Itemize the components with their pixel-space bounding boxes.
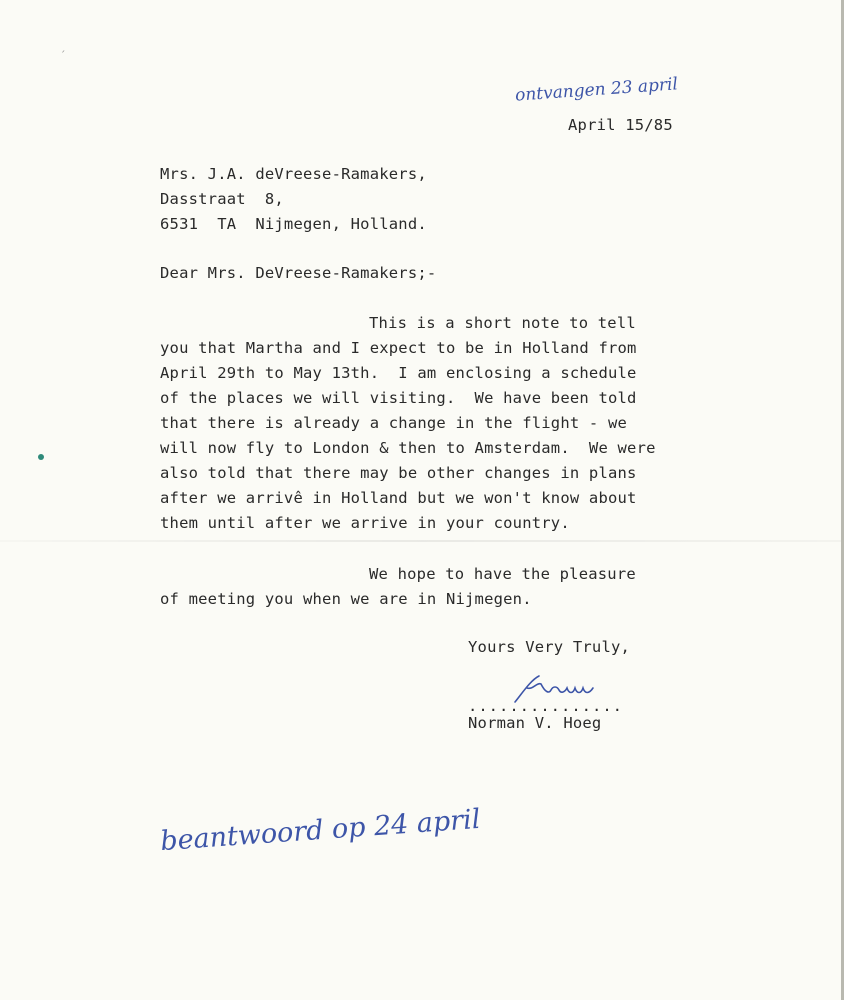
signer-name: Norman V. Hoeg	[468, 714, 602, 732]
paragraph-1-line: This is a short note to tell	[369, 314, 636, 332]
paragraph-1-line: that there is already a change in the flight - we	[160, 414, 628, 432]
closing: Yours Very Truly,	[468, 638, 631, 656]
address-line-3: 6531 TA Nijmegen, Holland.	[160, 215, 427, 233]
salutation: Dear Mrs. DeVreese-Ramakers;-	[160, 264, 437, 282]
letter-date: April 15/85	[568, 116, 673, 134]
paragraph-1-line: will now fly to London & then to Amsterdam. We were	[160, 439, 656, 457]
received-handwritten-note: ontvangen 23 april	[514, 74, 679, 106]
fold-crease	[0, 540, 844, 542]
ink-speck	[38, 454, 44, 460]
paragraph-1-line: also told that there may be other changes in plans	[160, 464, 637, 482]
corner-mark: ˏ	[60, 40, 66, 53]
paragraph-1-line: you that Martha and I expect to be in Holland from	[160, 339, 637, 357]
answered-handwritten-note: beantwoord op 24 april	[159, 803, 482, 858]
paragraph-1-line: them until after we arrive in your country.	[160, 514, 570, 532]
signature-dotted-line: ...............	[468, 697, 623, 715]
paragraph-2-line: of meeting you when we are in Nijmegen.	[160, 590, 532, 608]
paragraph-1-line: of the places we will visiting. We have been told	[160, 389, 637, 407]
paragraph-1-line: April 29th to May 13th. I am enclosing a schedule	[160, 364, 637, 382]
address-line-2: Dasstraat 8,	[160, 190, 284, 208]
paragraph-1-line: after we arrivê in Holland but we won't know about	[160, 489, 637, 507]
paragraph-2-line: We hope to have the pleasure	[369, 565, 636, 583]
address-line-1: Mrs. J.A. deVreese-Ramakers,	[160, 165, 427, 183]
